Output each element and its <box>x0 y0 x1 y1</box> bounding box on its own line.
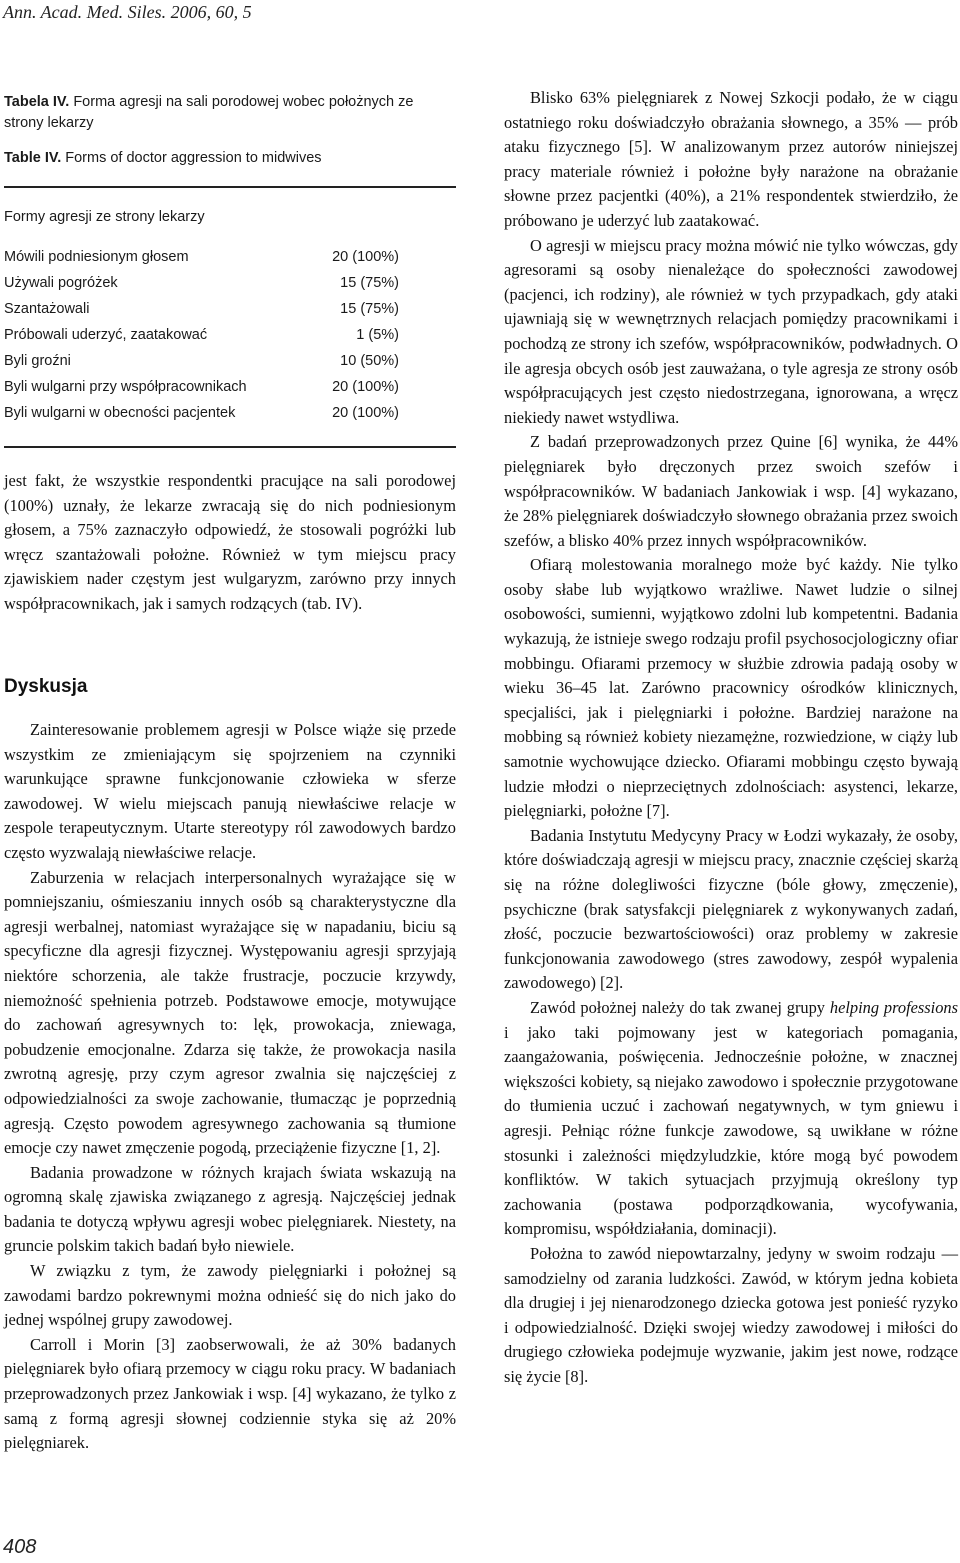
paragraph: Z badań przeprowadzonych przez Quine [6] wynika, że 44% pielęgniarek było dręczonych przez swoich szefów i współpracowników. W badaniach Jankowiak i wsp. [4] wykazano, że 28% pielęgniarek doświadczyło słownego obrażania przez swoich szefów, a blisko 40% przez innych współpracowników. <box>504 432 958 550</box>
discussion-text <box>4 718 456 1456</box>
table-caption-pl-text: Forma agresji na sali porodowej wobec położnych ze strony lekarzy <box>4 94 414 131</box>
row-value: 15 (75%) <box>340 275 399 291</box>
paragraph: Badania prowadzone w różnych krajach świata wskazują na ogromną skalę zjawiska związanego z agresją. Najczęściej jednak badania te dotyczą wpływu agresji wobec pielęgniarek. Niestety, na gruncie polskim takich badań było niewiele. <box>4 1162 456 1256</box>
paragraph: Zainteresowanie problemem agresji w Polsce wiąże się przede wszystkim ze zmieniającym się spojrzeniem na czynniki warunkujące sprawne funkcjonowanie człowieka w sferze zawodowej. W wielu miejscach panują niewłaściwe relacje w zespole terapeutycznym. Utarte stereotypy ról zawodowych bardzo często wyzwalają niewłaściwe relacje. <box>4 720 456 862</box>
table-label-pl: Tabela IV. <box>4 94 70 110</box>
table-caption-pl <box>4 92 456 134</box>
row-value: 20 (100%) <box>332 379 399 395</box>
paragraph: O agresji w miejscu pracy można mówić nie tylko wówczas, gdy agresorami są osoby nienależące do społeczności zawodowej (pacjenci, ich rodziny), ale również w tych przypadkach, gdy ataki ujawniają się w wewnętrznych relacjach pomiędzy pracownikami i pochodzą ze strony ich szefów, współpracowników, podwładnych. O ile agresja obcych osób jest zauważana, o tyle agresja ze strony osób współpracujących jest często niedostrzegana, ignorowana, a wręcz niekiedy nawet wstydliwa. <box>504 235 958 427</box>
page-number: 408 <box>3 1536 37 1558</box>
row-label: Próbowali uderzyć, zaatakować <box>4 327 208 343</box>
table-row <box>4 327 399 353</box>
intro-paragraph-block <box>4 469 456 617</box>
table-row <box>4 249 399 275</box>
table-label-en: Table IV. <box>4 150 62 166</box>
table-top-rule <box>4 186 456 188</box>
row-label: Szantażowali <box>4 301 90 317</box>
row-label: Byli wulgarni w obecności pacjentek <box>4 405 236 421</box>
row-label: Mówili podniesionym głosem <box>4 249 189 265</box>
paragraph: Zaburzenia w relacjach interpersonalnych wyrażające się w pomniejszaniu, ośmieszaniu innych osób są charakterystyczne dla agresji werbalnej, natomiast wyrażające się w napadaniu, biciu są specyficzne dla agresji fizycznej. Występowaniu agresji sprzyjają niektóre schorzenia, ale także frustracje, poczucie krzywdy, niemożność spełnienia potrzeb. Podstawowe emocje, motywujące do zachowań agresywnych to: lęk, prowokacja, zniewaga, pobudzenie emocjonalne. Zdarza się także, że prowokacja nasila zwrotną agresję, przy czym agresor zwalnia się najczęściej z odpowiedzialności za swoje zachowanie, tłumacząc je poprzednią agresją. Często powodem agresywnego zachowania są tłumione emocje czy nawet zmęczenie pogodą, przeciążenie fizyczne [1, 2]. <box>4 867 456 1158</box>
emphasis: helping professions <box>829 997 958 1017</box>
paragraph <box>504 996 958 1242</box>
table-row <box>4 353 399 379</box>
right-text <box>504 86 958 1389</box>
paragraph: W związku z tym, że zawody pielęgniarki i położnej są zawodami bardzo pokrewnymi można odnieść się do nich jako do jednej wspólnej grupy zawodowej. <box>4 1261 456 1330</box>
paragraph: Ofiarą molestowania moralnego może być każdy. Nie tylko osoby słabe lub wyjątkowo wrażliwe. Nawet ludzie o silnej osobowości, sumienni, wyjątkowo zdolni lub kompetentni. Badania wykazują, że istnieje swego rodzaju profil psychosocjologiczny ofiar mobbingu. Ofiarami przemocy w służbie zdrowia padają osoby w wieku 36–45 lat. Zarówno pracownicy ośrodków klinicznych, specjaliści, jak i pielęgniarki i położne. Bardziej narażone na mobbing są również kobiety niezamężne, rozwiedzione, w ciąży lub samotnie wychowujące dziecko. Ofiarami mobbingu często bywają ludzie młodzi o nieprzeciętnych zdolnościach: asystenci, lekarze, pielęgniarki, położne [7]. <box>504 555 958 821</box>
table-row <box>4 275 399 301</box>
table-bottom-rule <box>4 446 456 448</box>
row-value: 10 (50%) <box>340 353 399 369</box>
paragraph: jest fakt, że wszystkie respondentki pracujące na sali porodowej (100%) uznały, że lekarze zwracają się do nich podniesionym głosem, a 75% zaznaczyło odpowiedź, że stosowali pogróżki lub wręcz szantażowali położne. Również w tym miejscu pracy zjawiskiem nader częstym jest wulgaryzm, zarówno przy innych współpracownikach, jak i samych rodzących (tab. IV). <box>4 471 456 613</box>
paragraph: Położna to zawód niepowtarzalny, jedyny w swoim rodzaju — samodzielny od zarania ludzkości. Zawód, w którym jedna kobieta dla drugiej i jej nienarodzonego dziecka gotowa jest ponieść ryzyko i odpowiedzialność. Dzięki swojej wiedzy zawodowej i miłości do drugiego człowieka podejmuje wyzwanie, jakim jest nowe, rodzące się życie [8]. <box>504 1243 958 1386</box>
row-value: 15 (75%) <box>340 301 399 317</box>
text-run: Zawód położnej należy do tak zwanej grupy <box>530 997 830 1017</box>
table-row <box>4 301 399 327</box>
table-caption-en <box>4 148 456 169</box>
table-caption-en-text: Forms of doctor aggression to midwives <box>65 150 322 166</box>
row-label: Byli groźni <box>4 353 71 369</box>
row-label: Byli wulgarni przy współpracownikach <box>4 379 247 395</box>
paragraph: Carroll i Morin [3] zaobserwowali, że aż 30% badanych pielęgniarek było ofiarą przemocy w ciągu roku pracy. W badaniach przeprowadzonych przez Jankowiak i wsp. [4] wykazano, że tylko z samą z formą agresji słownej codziennie styka się aż 20% pielęgniarek. <box>4 1334 456 1453</box>
section-title: Dyskusja <box>4 676 88 697</box>
paragraph: Blisko 63% pielęgniarek z Nowej Szkocji podało, że w ciągu ostatniego roku doświadczyło obrażania słownego, a 35% — prób ataku fizycznego [5]. W analizowanym przez autorów niniejszej pracy materiale również i położne były narażone na obrażanie słowne przez pacjentki (40%), a 21% respondentek stwierdziło, że próbowano je uderzyć lub zaatakować. <box>504 88 958 230</box>
row-label: Używali pogróżek <box>4 275 118 291</box>
text-run: i jako taki pojmowany jest w kategoriach pomagania, zaangażowania, poświęcenia. Jednocześnie położne, w znacznej większości kobiety, są niejako zawodowo i społecznie przygotowane do tłumienia uczuć i zachowań negatywnych, w tym gniewu i agresji. Pełniąc różne funkcje zawodowe, są uwikłane w różne stosunki i zależności międzyludzkie, które mogą być powodem konfliktów. W takich sytuacjach przyjmują określony typ zachowania (postawa podporządkowania, wycofywania, kompromisu, współdziałania, dominacji). <box>504 1022 958 1239</box>
row-value: 1 (5%) <box>356 327 399 343</box>
row-value: 20 (100%) <box>332 249 399 265</box>
table-row <box>4 405 399 431</box>
journal-header: Ann. Acad. Med. Siles. 2006, 60, 5 <box>3 2 252 22</box>
paragraph: Badania Instytutu Medycyny Pracy w Łodzi wykazały, że osoby, które doświadczają agresji w miejscu pracy, znacznie częściej skarżą się na różne dolegliwości fizyczne (bóle głowy, zmęczenie), psychiczne (brak satysfakcji pielęgniarek z wykonywanych zadań, złość, poczucie bezwartościowości) oraz problemy w zakresie funkcjonowania zawodowego (stres zawodowy, zespół wypalenia zawodowego) [2]. <box>504 825 958 993</box>
table-row <box>4 379 399 405</box>
row-value: 20 (100%) <box>332 405 399 421</box>
table-header: Formy agresji ze strony lekarzy <box>4 209 205 225</box>
